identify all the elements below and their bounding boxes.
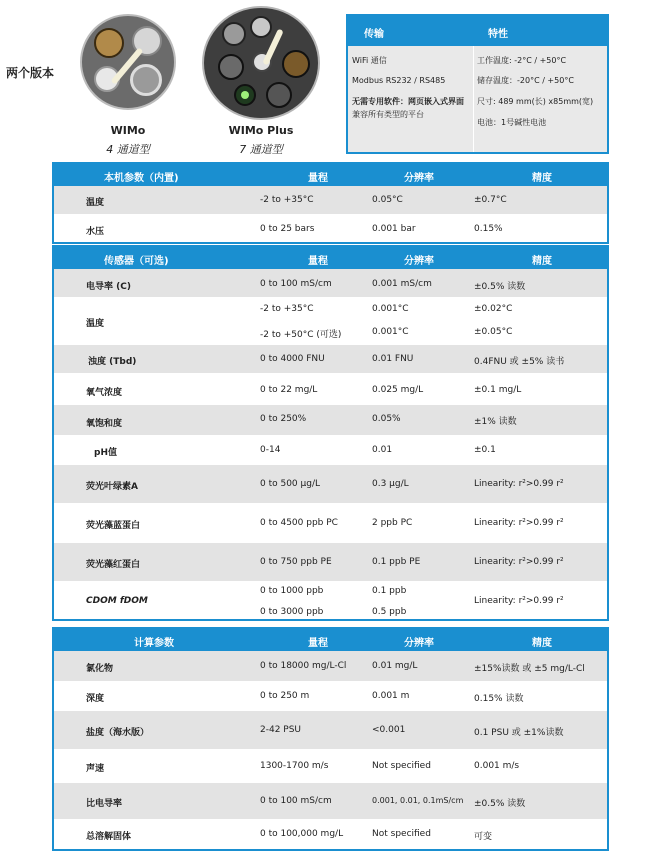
spec-right-item: 储存温度：-20°C / +50°C — [477, 76, 574, 85]
spec-left-item: 无需专用软件：网页嵌入式界面 — [352, 97, 464, 106]
table-header — [54, 247, 607, 269]
spec-left-item: Modbus RS232 / RS485 — [352, 76, 446, 85]
param-resolution: Not specified — [372, 761, 431, 771]
product-type: 4 通道型 — [106, 143, 150, 156]
param-accuracy: ±0.1 mg/L — [474, 385, 522, 395]
param-range: -2 to +35°C — [260, 195, 314, 205]
table-row — [54, 503, 607, 543]
param-accuracy: 0.1 PSU 或 ±1%读数 — [474, 728, 564, 738]
param-accuracy: ±0.1 — [474, 445, 496, 455]
header-range: 量程 — [308, 256, 328, 267]
header-resolution: 分辨率 — [404, 638, 434, 649]
param-resolution: 0.05°C — [372, 195, 403, 205]
param-accuracy: ±0.5% 读数 — [474, 282, 526, 292]
param-accuracy: 0.15% 读数 — [474, 694, 524, 704]
param-range: 0 to 100 mS/cm — [260, 796, 332, 806]
param-name: 荧光叶绿素A — [86, 482, 138, 492]
param-accuracy: ±15%读数 或 ±5 mg/L-Cl — [474, 664, 585, 674]
table-row — [54, 186, 607, 214]
table-row — [54, 405, 607, 435]
param-name: 温度 — [86, 198, 105, 208]
param-resolution: 0.001, 0.01, 0.1mS/cm — [372, 796, 464, 805]
param-range: 0 to 250 m — [260, 691, 310, 701]
product-name: WIMo Plus — [228, 124, 294, 137]
param-range: 2-42 PSU — [260, 725, 302, 735]
param-range: 0 to 100 mS/cm — [260, 279, 332, 289]
param-name: 盐度（海水版） — [86, 728, 150, 738]
param-resolution: 0.05% — [372, 414, 401, 424]
param-range: 0 to 4000 FNU — [260, 354, 325, 364]
param-accuracy: Linearity: r²>0.99 r² — [474, 479, 564, 489]
table-row — [54, 681, 607, 711]
table-calculated-parameters — [52, 627, 609, 851]
param-accuracy: 0.001 m/s — [474, 761, 520, 771]
param-accuracy: ±0.7°C — [474, 195, 507, 205]
spec-right-item: 尺寸: 489 mm(长) x85mm(宽) — [477, 97, 594, 106]
param-name: 荧光藻红蛋白 — [86, 560, 141, 570]
param-accuracy: 0.4FNU 或 ±5% 读书 — [474, 357, 565, 367]
param-name: 氧饱和度 — [86, 419, 123, 429]
table-row — [54, 345, 607, 373]
table-header — [54, 164, 607, 186]
spec-left-item: WiFi 通信 — [352, 56, 387, 65]
header-parameter: 传感器（可选) — [104, 256, 169, 267]
header-accuracy: 精度 — [532, 173, 552, 184]
param-range: 0 to 3000 ppb — [260, 607, 324, 617]
table-row — [54, 465, 607, 503]
param-range: -2 to +50°C (可选) — [260, 330, 342, 340]
param-range: 0 to 250% — [260, 414, 307, 424]
table-row — [54, 214, 607, 242]
header-parameter: 本机参数（内置) — [104, 173, 179, 184]
param-name: 电导率 (C) — [86, 282, 131, 292]
table-row — [54, 819, 607, 849]
param-accuracy: ±0.5% 读数 — [474, 799, 526, 809]
spec-left-item: 兼容所有类型的平台 — [352, 110, 424, 119]
param-accuracy: ±1% 读数 — [474, 417, 517, 427]
param-name: CDOM fDOM — [86, 596, 148, 606]
table-optional-sensors — [52, 245, 609, 621]
param-resolution: Not specified — [372, 829, 431, 839]
spec-right-item: 电池：1号碱性电池 — [477, 118, 547, 127]
param-name: 荧光藻蓝蛋白 — [86, 521, 141, 531]
param-range: 0 to 4500 ppb PC — [260, 518, 338, 528]
param-name: 总溶解固体 — [86, 832, 132, 842]
versions-label: 两个版本 — [6, 66, 55, 80]
table-builtin-parameters — [52, 162, 609, 244]
param-accuracy: Linearity: r²>0.99 r² — [474, 596, 564, 606]
spec-box — [346, 14, 609, 154]
table-row — [54, 297, 607, 345]
param-resolution: 0.5 ppb — [372, 607, 407, 617]
param-resolution: <0.001 — [372, 725, 406, 735]
param-range: 0 to 25 bars — [260, 224, 315, 234]
header-accuracy: 精度 — [532, 256, 552, 267]
param-resolution: 0.001°C — [372, 304, 409, 314]
table-row — [54, 711, 607, 749]
table-row — [54, 373, 607, 405]
param-resolution: 0.01 — [372, 445, 393, 455]
header-resolution: 分辨率 — [404, 256, 434, 267]
header-resolution: 分辨率 — [404, 173, 434, 184]
param-accuracy: ±0.05°C — [474, 327, 513, 337]
table-row — [54, 581, 607, 621]
param-name: 比电导率 — [86, 799, 123, 809]
param-accuracy: ±0.02°C — [474, 304, 513, 314]
param-resolution: 2 ppb PC — [372, 518, 413, 528]
param-name: 深度 — [86, 694, 105, 704]
spec-header — [348, 16, 607, 46]
param-resolution: 0.01 FNU — [372, 354, 414, 364]
param-accuracy: 可变 — [474, 832, 493, 842]
param-range: 0 to 100,000 mg/L — [260, 829, 344, 839]
header-parameter: 计算参数 — [134, 638, 174, 649]
table-header — [54, 629, 607, 651]
table-row — [54, 435, 607, 465]
param-resolution: 0.025 mg/L — [372, 385, 424, 395]
param-resolution: 0.3 µg/L — [372, 479, 409, 489]
param-range: 1300-1700 m/s — [260, 761, 329, 771]
param-accuracy: 0.15% — [474, 224, 503, 234]
header-range: 量程 — [308, 173, 328, 184]
table-row — [54, 651, 607, 681]
param-resolution: 0.1 ppb — [372, 586, 407, 596]
param-range: 0 to 500 µg/L — [260, 479, 321, 489]
param-resolution: 0.1 ppb PE — [372, 557, 421, 567]
param-range: 0 to 18000 mg/L-Cl — [260, 661, 347, 671]
param-resolution: 0.001 mS/cm — [372, 279, 432, 289]
table-row — [54, 543, 607, 581]
table-row — [54, 783, 607, 819]
param-name: 氯化物 — [86, 664, 114, 674]
param-resolution: 0.001 m — [372, 691, 410, 701]
param-range: 0-14 — [260, 445, 281, 455]
param-name: pH值 — [94, 448, 117, 458]
param-range: 0 to 22 mg/L — [260, 385, 318, 395]
param-name: 氧气浓度 — [86, 388, 123, 398]
header-range: 量程 — [308, 638, 328, 649]
param-range: 0 to 1000 ppb — [260, 586, 324, 596]
param-name: 温度 — [86, 319, 105, 329]
product-type: 7 通道型 — [239, 143, 283, 156]
product-name: WIMo — [110, 124, 146, 137]
param-name: 浊度 (Tbd) — [88, 357, 137, 367]
table-row — [54, 269, 607, 297]
spec-right-item: 工作温度: -2°C / +50°C — [477, 56, 567, 65]
param-range: -2 to +35°C — [260, 304, 314, 314]
product-wimo-image — [80, 14, 176, 110]
param-name: 声速 — [86, 764, 105, 774]
param-range: 0 to 750 ppb PE — [260, 557, 332, 567]
product-wimo-plus-image — [202, 6, 320, 120]
param-resolution: 0.001 bar — [372, 224, 416, 234]
param-resolution: 0.001°C — [372, 327, 409, 337]
param-resolution: 0.01 mg/L — [372, 661, 418, 671]
spec-header-transmission: 传输 — [364, 29, 384, 40]
header-accuracy: 精度 — [532, 638, 552, 649]
param-accuracy: Linearity: r²>0.99 r² — [474, 518, 564, 528]
param-name: 水压 — [86, 227, 105, 237]
spec-header-features: 特性 — [488, 29, 508, 40]
table-row — [54, 749, 607, 783]
param-accuracy: Linearity: r²>0.99 r² — [474, 557, 564, 567]
